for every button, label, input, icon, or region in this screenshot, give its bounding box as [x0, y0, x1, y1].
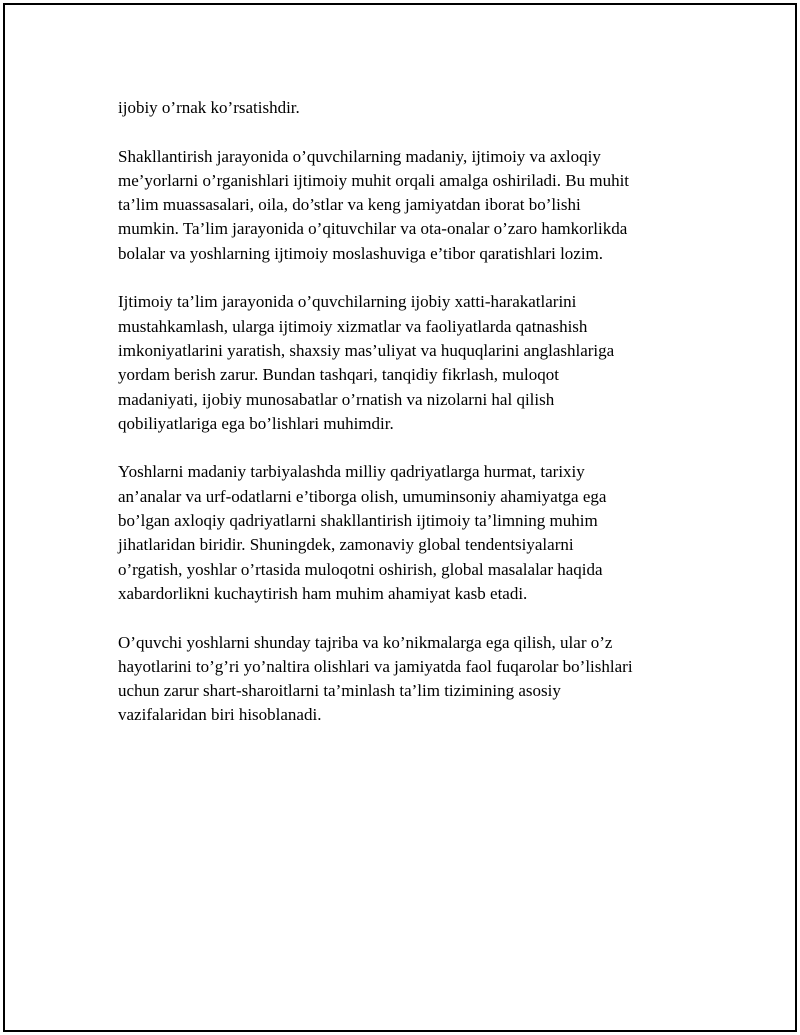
text-line: mumkin. Ta’lim jarayonida o’qituvchilar va ota-onalar o’zaro hamkorlikda	[118, 219, 628, 239]
text-line: ta’lim muassasalari, oila, do’stlar va keng jamiyatdan iborat bo’lishi	[118, 195, 581, 215]
text-line: uchun zarur shart-sharoitlarni ta’minlash ta’lim tizimining asosiy	[118, 681, 561, 701]
paragraph-2	[118, 145, 688, 266]
text-line: Yoshlarni madaniy tarbiyalashda milliy qadriyatlarga hurmat, tarixiy	[118, 462, 585, 482]
paragraph-5	[118, 631, 688, 728]
text-line: hayotlarini to’g’ri yo’naltira olishlari va jamiyatda faol fuqarolar bo’lishlari	[118, 656, 633, 676]
text-line: jihatlaridan biridir. Shuningdek, zamonaviy global tendentsiyalarni	[118, 535, 574, 555]
text-line: qobiliyatlariga ega bo’lishlari muhimdir.	[118, 413, 394, 433]
text-line: bolalar va yoshlarning ijtimoiy moslashuviga e’tibor qaratishlari lozim.	[118, 243, 604, 263]
paragraph-4	[118, 460, 688, 606]
text-line: o’rgatish, yoshlar o’rtasida muloqotni oshirish, global masalalar haqida	[118, 559, 603, 579]
text-line: vazifalaridan biri hisoblanadi.	[118, 705, 322, 725]
text-line: madaniyati, ijobiy munosabatlar o’rnatish va nizolarni hal qilish	[118, 389, 555, 409]
text-line: xabardorlikni kuchaytirish ham muhim ahamiyat kasb etadi.	[118, 583, 528, 603]
text-line: me’yorlarni o’rganishlari ijtimoiy muhit orqali amalga oshiriladi. Bu muhit	[118, 170, 630, 190]
document-body	[118, 96, 688, 752]
text-line: yordam berish zarur. Bundan tashqari, tanqidiy fikrlash, muloqot	[118, 365, 559, 385]
text-line: ijobiy o’rnak ko’rsatishdir.	[118, 98, 300, 117]
text-line: imkoniyatlarini yaratish, shaxsiy mas’uliyat va huquqlarini anglashlariga	[118, 340, 615, 360]
text-line: Shakllantirish jarayonida o’quvchilarning madaniy, ijtimoiy va axloqiy	[118, 146, 601, 166]
paragraph-1	[118, 96, 688, 120]
text-line: Ijtimoiy ta’lim jarayonida o’quvchilarning ijobiy xatti-harakatlarini	[118, 292, 577, 312]
document-page	[3, 3, 797, 1032]
text-line: O’quvchi yoshlarni shunday tajriba va ko’nikmalarga ega qilish, ular o’z	[118, 632, 613, 652]
text-line: bo’lgan axloqiy qadriyatlarni shakllantirish ijtimoiy ta’limning muhim	[118, 511, 598, 531]
paragraph-3	[118, 290, 688, 436]
text-line: an’analar va urf-odatlarni e’tiborga olish, umuminsoniy ahamiyatga ega	[118, 486, 607, 506]
text-line: mustahkamlash, ularga ijtimoiy xizmatlar va faoliyatlarda qatnashish	[118, 316, 588, 336]
